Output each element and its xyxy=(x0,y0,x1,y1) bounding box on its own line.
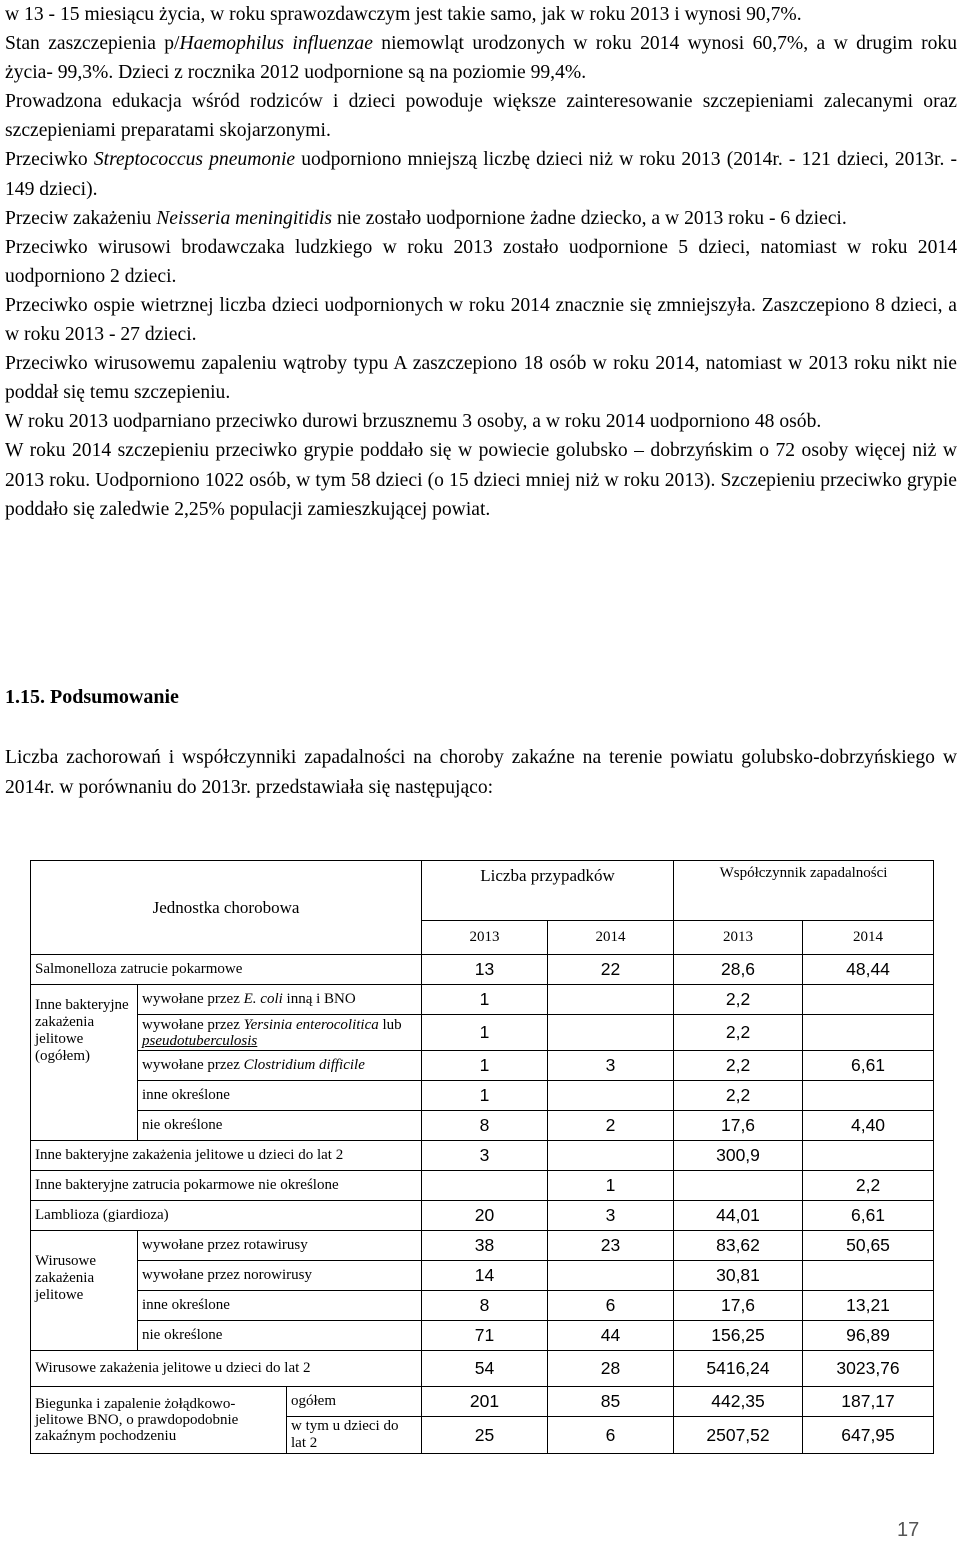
table-row xyxy=(31,1201,934,1231)
cell-value: 13,21 xyxy=(803,1291,934,1321)
text-run: nie zostało uodpornione żadne dziecko, a w 2013 roku - 6 dzieci. xyxy=(332,207,847,229)
cell-value: 2,2 xyxy=(674,985,803,1015)
cell-value: 85 xyxy=(548,1387,674,1417)
cell-value: 48,44 xyxy=(803,955,934,985)
cell-value xyxy=(803,1141,934,1171)
text-run: Przeciwko ospie wietrznej liczba dzieci uodpornionych w roku 2014 znacznie się zmniejszyła. Zaszczepiono 8 dzieci, a w roku 2013 - 27 dzieci. xyxy=(5,294,957,346)
cell-value xyxy=(548,1015,674,1051)
page-number: 17 xyxy=(897,1519,920,1541)
header-year: 2013 xyxy=(422,921,548,955)
cell-value: 44,01 xyxy=(674,1201,803,1231)
text-run: uodporniono mniejszą liczbę dzieci niż w roku 2013 (2014r. - 121 dzieci, 2013r. - 149 dzieci). xyxy=(5,149,957,200)
header-cases: Liczba przypadków xyxy=(422,861,674,921)
cell-value: 96,89 xyxy=(803,1321,934,1351)
table-row xyxy=(31,1321,934,1351)
cell-value: 38 xyxy=(422,1231,548,1261)
header-unit: Jednostka chorobowa xyxy=(31,861,422,955)
cell-value: 1 xyxy=(422,1051,548,1081)
text-run: niemowląt urodzonych w roku 2014 wynosi 60,7%, a w drugim roku życia- 99,3%. Dzieci z rocznika 2012 uodpornione są na poziomie 99,4%. xyxy=(5,33,957,84)
table-row xyxy=(31,1141,934,1171)
cell-value: 201 xyxy=(422,1387,548,1417)
row-label: Lamblioza (giardioza) xyxy=(31,1201,422,1231)
header-year: 2014 xyxy=(548,921,674,955)
cell-value: 2,2 xyxy=(674,1015,803,1051)
cell-value: 13 xyxy=(422,955,548,985)
cell-value: 28 xyxy=(548,1351,674,1387)
cell-value: 2 xyxy=(548,1111,674,1141)
paragraph-chickenpox xyxy=(5,291,957,349)
label-text: lub xyxy=(378,1016,402,1033)
cell-value: 54 xyxy=(422,1351,548,1387)
cell-value: 17,6 xyxy=(674,1291,803,1321)
label-text: wywołane przez xyxy=(142,1057,244,1073)
cell-value xyxy=(548,985,674,1015)
table-row xyxy=(31,1291,934,1321)
cell-value: 44 xyxy=(548,1321,674,1351)
cell-value: 442,35 xyxy=(674,1387,803,1417)
italic-species: Haemophilus influenzae xyxy=(179,33,373,55)
cell-value: 71 xyxy=(422,1321,548,1351)
cell-value: 1 xyxy=(422,985,548,1015)
disease-table xyxy=(30,860,934,1454)
paragraph-haemophilus xyxy=(5,29,957,87)
cell-value: 5416,24 xyxy=(674,1351,803,1387)
text-run: Prowadzona edukacja wśród rodziców i dzieci powoduje większe zainteresowanie szczepieniami zalecanymi oraz szczepieniami preparatami skojarzonymi. xyxy=(5,91,957,142)
cell-value xyxy=(803,1015,934,1051)
group-label-bacterial: Inne bakteryjne zakażenia jelitowe (ogółem) xyxy=(31,985,138,1141)
row-label: Inne bakteryjne zakażenia jelitowe u dzieci do lat 2 xyxy=(31,1141,422,1171)
cell-value: 6 xyxy=(548,1417,674,1454)
cell-value: 2,2 xyxy=(674,1081,803,1111)
cell-value: 6,61 xyxy=(803,1051,934,1081)
cell-value: 8 xyxy=(422,1111,548,1141)
table-intro: Liczba zachorowań i współczynniki zapadalności na choroby zakaźne na terenie powiatu golubsko-dobrzyńskiego w 2014r. w porównaniu do 2013r. przedstawiała się następująco: xyxy=(5,747,957,798)
text-run: W roku 2013 uodparniano przeciwko durowi brzusznemu 3 osoby, a w roku 2014 uodporniono 48 osób. xyxy=(5,411,822,433)
header-year: 2013 xyxy=(674,921,803,955)
cell-value xyxy=(548,1141,674,1171)
label-text: inną i BNO xyxy=(282,991,356,1007)
cell-value: 22 xyxy=(548,955,674,985)
section-heading: 1.15. Podsumowanie xyxy=(5,686,179,708)
cell-value xyxy=(422,1171,548,1201)
row-label: ogółem xyxy=(287,1387,422,1417)
label-italic: Yersinia enterocolitica xyxy=(243,1016,379,1033)
group-label-diarrhea: Biegunka i zapalenie żołądkowo-jelitowe BNO, o prawdopodobnie zakaźnym pochodzeniu xyxy=(31,1387,287,1454)
header-rate: Współczynnik zapadalności xyxy=(674,861,934,921)
text-run: Stan zaszczepienia p/ xyxy=(5,33,180,55)
text-run: Przeciwko wirusowemu zapaleniu wątroby typu A zaszczepiono 18 osób w roku 2014, natomiast w 2013 roku nikt nie poddał się temu szczepieniu. xyxy=(5,353,957,404)
row-label: nie określone xyxy=(138,1111,422,1141)
italic-species: Neisseria meningitidis xyxy=(156,207,333,229)
cell-value xyxy=(803,1081,934,1111)
cell-value: 1 xyxy=(422,1015,548,1051)
row-label xyxy=(138,985,422,1015)
row-label xyxy=(138,1015,422,1051)
table-row xyxy=(31,985,934,1015)
cell-value: 3 xyxy=(422,1141,548,1171)
cell-value: 23 xyxy=(548,1231,674,1261)
cell-value xyxy=(548,1261,674,1291)
cell-value: 30,81 xyxy=(674,1261,803,1291)
cell-value: 647,95 xyxy=(803,1417,934,1454)
cell-value: 1 xyxy=(422,1081,548,1111)
header-year: 2014 xyxy=(803,921,934,955)
row-label: Wirusowe zakażenia jelitowe u dzieci do lat 2 xyxy=(31,1351,422,1387)
cell-value: 156,25 xyxy=(674,1321,803,1351)
text-run: Przeciw zakażeniu xyxy=(5,207,157,229)
row-label xyxy=(138,1051,422,1081)
cell-value xyxy=(803,1261,934,1291)
paragraph-hpv xyxy=(5,233,957,291)
italic-species: Streptococcus pneumonie xyxy=(93,149,296,171)
paragraph-streptococcus xyxy=(5,145,957,203)
table-row xyxy=(31,1231,934,1261)
paragraph-vaccination-13-15 xyxy=(5,0,957,29)
table-row xyxy=(31,1051,934,1081)
cell-value: 187,17 xyxy=(803,1387,934,1417)
cell-value: 3 xyxy=(548,1201,674,1231)
cell-value: 50,65 xyxy=(803,1231,934,1261)
cell-value: 6 xyxy=(548,1291,674,1321)
cell-value xyxy=(548,1081,674,1111)
cell-value: 83,62 xyxy=(674,1231,803,1261)
text-run: Przeciwko wirusowi brodawczaka ludzkiego w roku 2013 zostało uodpornione 5 dzieci, natomiast w roku 2014 uodporniono 2 dzieci. xyxy=(5,236,957,287)
table-row xyxy=(31,1081,934,1111)
text-run: w 13 - 15 miesiącu życia, w roku sprawozdawczym jest takie samo, jak w roku 2013 i wynosi 90,7%. xyxy=(5,4,802,25)
text-run: Przeciwko xyxy=(5,149,94,171)
table-row xyxy=(31,1387,934,1417)
cell-value: 6,61 xyxy=(803,1201,934,1231)
cell-value xyxy=(674,1171,803,1201)
paragraph-education xyxy=(5,87,957,145)
cell-value: 3 xyxy=(548,1051,674,1081)
row-label: w tym u dzieci do lat 2 xyxy=(287,1417,422,1454)
table-row xyxy=(31,955,934,985)
row-label: wywołane przez norowirusy xyxy=(138,1261,422,1291)
row-label: nie określone xyxy=(138,1321,422,1351)
cell-value: 2,2 xyxy=(674,1051,803,1081)
cell-value: 2507,52 xyxy=(674,1417,803,1454)
table-row xyxy=(31,1015,934,1051)
row-label: inne określone xyxy=(138,1291,422,1321)
paragraph-neisseria xyxy=(5,204,957,233)
cell-value: 4,40 xyxy=(803,1111,934,1141)
table-row xyxy=(31,1111,934,1141)
row-label: Inne bakteryjne zatrucia pokarmowe nie określone xyxy=(31,1171,422,1201)
cell-value: 17,6 xyxy=(674,1111,803,1141)
row-label: inne określone xyxy=(138,1081,422,1111)
paragraph-hepatitis-a xyxy=(5,349,957,407)
label-italic: E. coli xyxy=(243,991,283,1007)
row-label: wywołane przez rotawirusy xyxy=(138,1231,422,1261)
cell-value: 14 xyxy=(422,1261,548,1291)
cell-value: 3023,76 xyxy=(803,1351,934,1387)
table-header-row xyxy=(31,861,934,921)
label-text: wywołane przez xyxy=(142,991,244,1007)
row-label: Salmonelloza zatrucie pokarmowe xyxy=(31,955,422,985)
cell-value: 25 xyxy=(422,1417,548,1454)
label-italic: Clostridium difficile xyxy=(243,1057,365,1073)
paragraph-influenza xyxy=(5,436,957,523)
table-row xyxy=(31,1261,934,1291)
cell-value: 1 xyxy=(548,1171,674,1201)
group-label-viral: Wirusowe zakażenia jelitowe xyxy=(31,1231,138,1351)
text-run: W roku 2014 szczepieniu przeciwko grypie poddało się w powiecie golubsko – dobrzyńskim o 72 osoby więcej niż w 2013 roku. Uodporniono 1022 osób, w tym 58 dzieci (o 15 dzieci mniej niż w roku 2013). Szczepieniu przeciwko grypie poddało się zaledwie 2,25% populacji zamieszkującej powiat. xyxy=(5,440,957,520)
label-text: wywołane przez xyxy=(142,1016,244,1033)
cell-value: 300,9 xyxy=(674,1141,803,1171)
label-italic: pseudotuberculosis xyxy=(142,1032,258,1049)
paragraph-typhoid xyxy=(5,407,957,436)
cell-value: 8 xyxy=(422,1291,548,1321)
cell-value: 28,6 xyxy=(674,955,803,985)
cell-value: 20 xyxy=(422,1201,548,1231)
body-text xyxy=(5,0,957,524)
table-row xyxy=(31,1351,934,1387)
cell-value: 2,2 xyxy=(803,1171,934,1201)
table-row xyxy=(31,1171,934,1201)
cell-value xyxy=(803,985,934,1015)
